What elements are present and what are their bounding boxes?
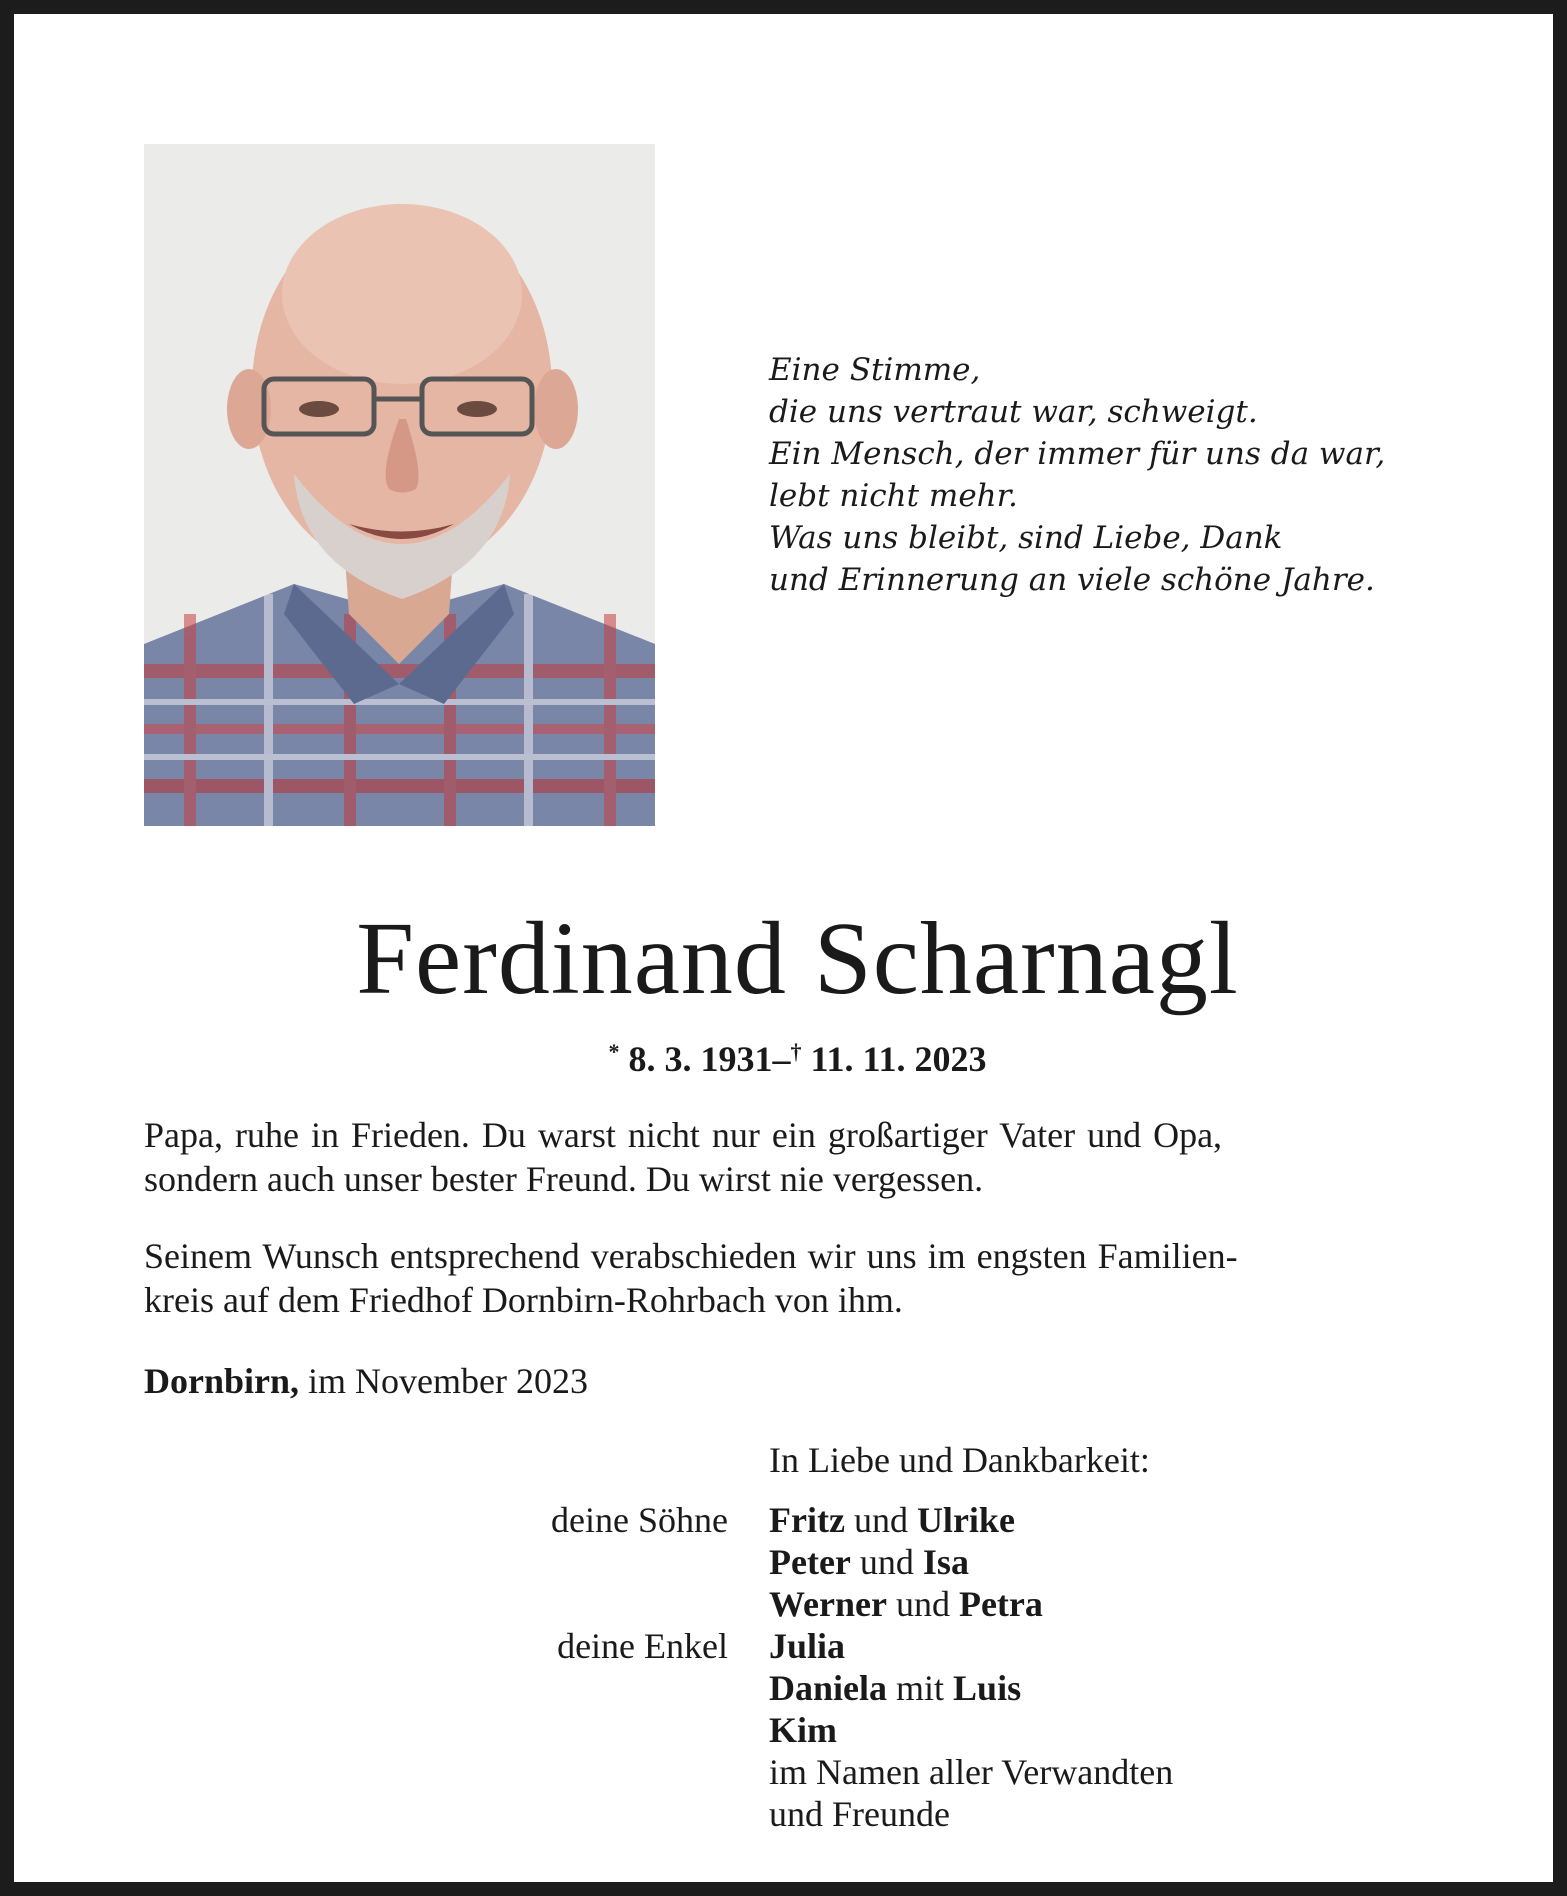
family-entry <box>769 1625 845 1667</box>
family-conj: und <box>895 1584 950 1624</box>
message-line: Seinem Wunsch entsprechend verabschieden wir uns im engsten Familien- <box>144 1236 1238 1276</box>
sons-label: deine Söhne <box>551 1500 728 1540</box>
family-entry <box>769 1499 1015 1541</box>
family-entry <box>769 1667 1021 1709</box>
message-line: sondern auch unser bester Freund. Du wirst nie vergessen. <box>144 1159 984 1199</box>
family-entry <box>769 1541 969 1583</box>
family-name: Werner <box>769 1584 887 1624</box>
birth-symbol: * <box>608 1039 620 1064</box>
family-partner: Luis <box>953 1668 1022 1708</box>
family-name: Peter <box>769 1542 851 1582</box>
family-name: Daniela <box>769 1668 888 1708</box>
message-line: Papa, ruhe in Frieden. Du warst nicht nur ein großartiger Vater und Opa, <box>144 1115 1223 1155</box>
family-name: Fritz <box>769 1500 845 1540</box>
family-partner: Petra <box>958 1584 1043 1624</box>
family-name: Julia <box>769 1626 846 1666</box>
message-line: kreis auf dem Friedhof Dornbirn-Rohrbach von ihm. <box>144 1280 903 1320</box>
signoff: In Liebe und Dankbarkeit: <box>769 1440 1150 1480</box>
family-conj: und <box>859 1542 914 1582</box>
poem-line: die uns vertraut war, schweigt. <box>769 394 1258 430</box>
grandchildren-label: deine Enkel <box>557 1626 728 1666</box>
place-city: Dornbirn, <box>144 1361 300 1401</box>
deceased-name: Ferdinand Scharnagl <box>356 901 1239 1016</box>
family-name: Kim <box>769 1710 837 1750</box>
portrait-photo <box>144 144 655 826</box>
death-symbol: † <box>790 1039 802 1064</box>
life-dates <box>14 1029 1567 1082</box>
poem-line: Eine Stimme, <box>769 352 981 388</box>
family-partner: Isa <box>922 1542 969 1582</box>
message-paragraph-1 <box>144 1113 1454 1201</box>
poem-line: Ein Mensch, der immer für uns da war, <box>769 436 1386 472</box>
poem-line: Was uns bleibt, sind Liebe, Dank <box>769 520 1283 556</box>
birth-date: 8. 3. 1931 <box>628 1039 773 1079</box>
message-paragraph-2 <box>144 1234 1454 1322</box>
family-conj: mit <box>896 1668 945 1708</box>
family-entry <box>769 1709 837 1751</box>
poem-verse <box>769 349 1385 601</box>
family-partner: Ulrike <box>916 1500 1015 1540</box>
closing-line: im Namen aller Verwandten <box>769 1752 1174 1792</box>
poem-line: und Erinnerung an viele schöne Jahre. <box>769 562 1375 598</box>
portrait-illustration <box>144 144 655 826</box>
place-and-date <box>144 1359 588 1403</box>
family-conj: und <box>853 1500 908 1540</box>
death-date: 11. 11. 2023 <box>810 1039 987 1079</box>
closing-line: und Freunde <box>769 1794 950 1834</box>
date-separator: – <box>772 1039 791 1079</box>
poem-line: lebt nicht mehr. <box>769 478 1018 514</box>
place-date: im November 2023 <box>308 1361 588 1401</box>
family-entry <box>769 1583 1043 1625</box>
